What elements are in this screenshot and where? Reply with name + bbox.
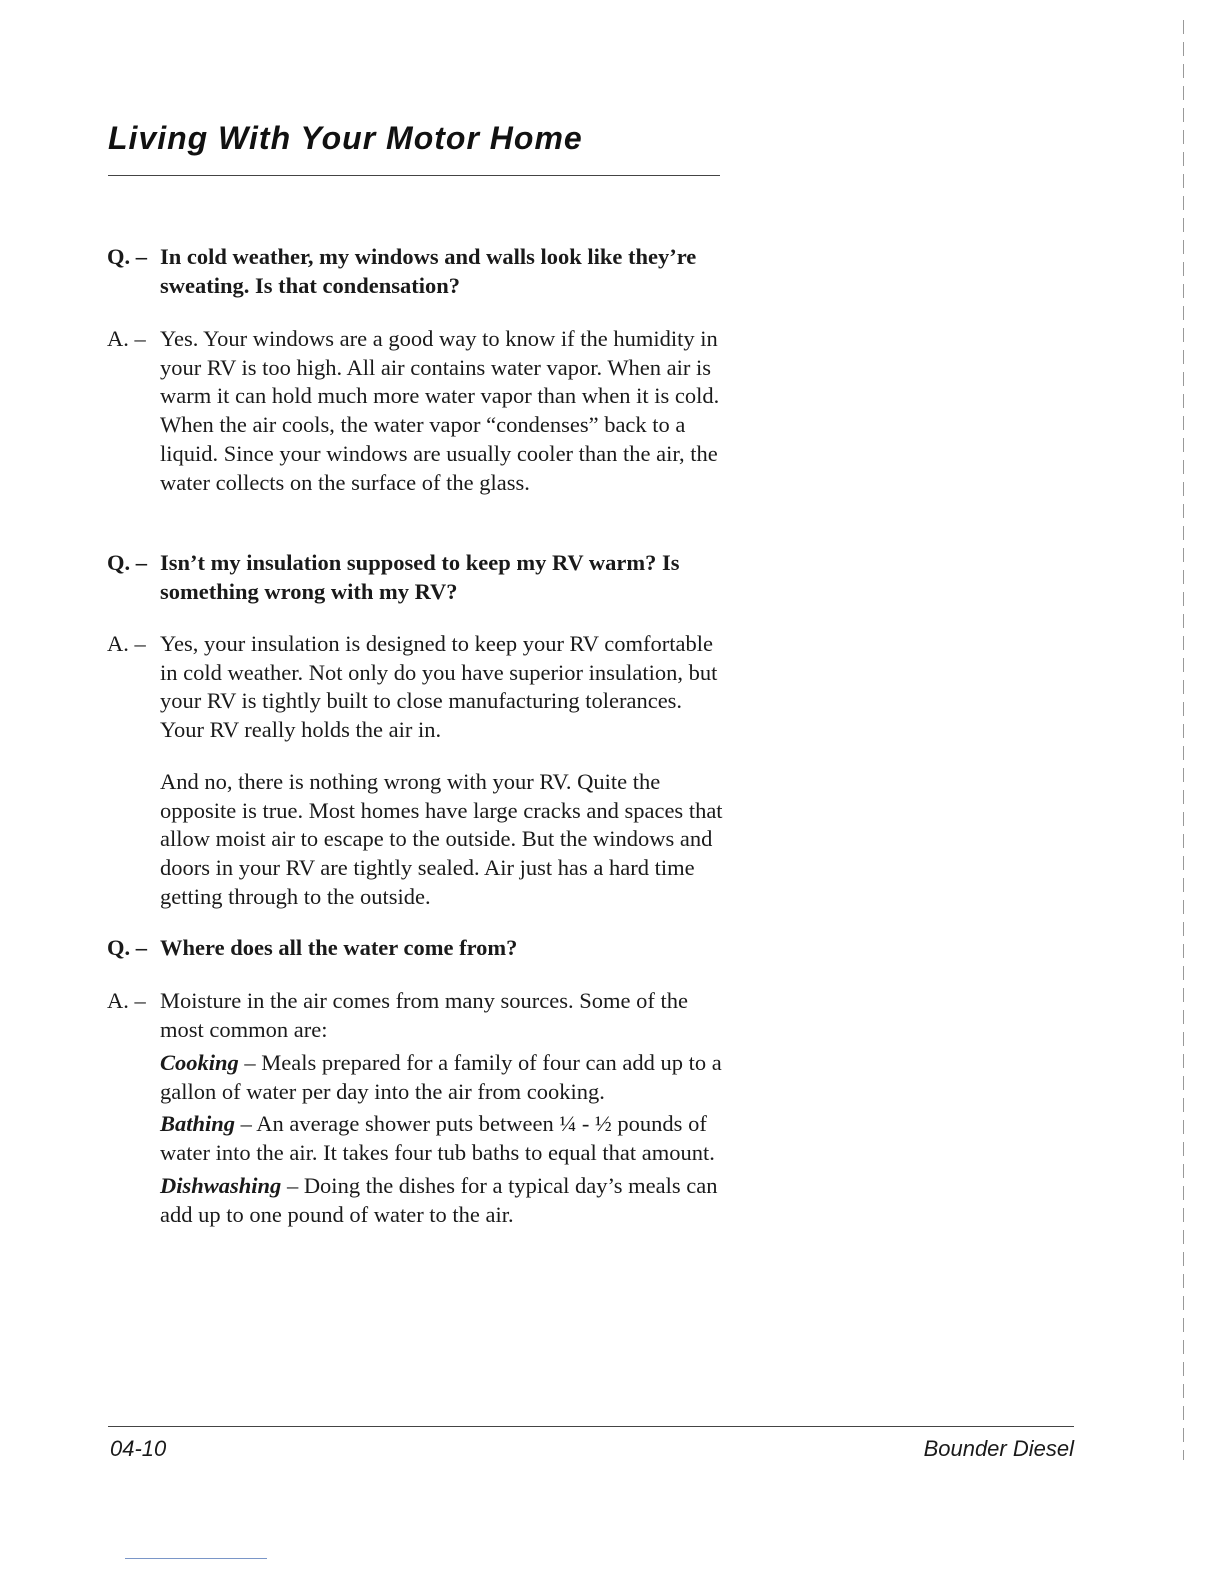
question-1: [107, 243, 747, 300]
header-rule: [108, 175, 720, 176]
list-item-text: – Meals prepared for a family of four can add up to a gallon of water per day into the air from cooking.: [160, 1050, 722, 1104]
answer-text: Yes, your insulation is designed to keep your RV comfortable in cold weather. Not only do you have superior insulation, but your RV is tightly built to close manufacturing tolerances. Your RV really holds the air in.: [160, 631, 718, 743]
answer-2: [107, 630, 747, 745]
moisture-sources-list: [160, 1049, 740, 1233]
footer-title: Bounder Diesel: [923, 1436, 1074, 1461]
question-text: Where does all the water come from?: [160, 935, 518, 960]
footer-rule: [108, 1426, 1074, 1427]
list-item-term: Bathing: [160, 1111, 236, 1137]
question-2: [107, 549, 747, 606]
list-item: [160, 1172, 740, 1229]
list-item-text: – Doing the dishes for a typical day’s meals can add up to one pound of water to the air.: [160, 1172, 718, 1227]
question-label: Q. –: [107, 935, 148, 960]
answer-label: A. –: [107, 326, 146, 351]
answer-2-continued: And no, there is nothing wrong with your RV. Quite the opposite is true. Most homes have large cracks and spaces that allow moist air to escape to the outside. But the windows and doors in your RV are tightly sealed. Air just has a hard time getting through to the outside.: [160, 769, 723, 909]
question-text: Isn’t my insulation supposed to keep my RV warm? Is something wrong with my RV?: [160, 550, 680, 604]
question-text: In cold weather, my windows and walls look like they’re sweating. Is that condensation?: [160, 244, 697, 298]
scan-edge-line: [1183, 20, 1184, 1460]
list-item-text: – An average shower puts between ¼ - ½ pounds of water into the air. It takes four tub baths to equal that amount.: [160, 1111, 715, 1166]
question-3: [107, 934, 747, 963]
question-label: Q. –: [107, 550, 148, 575]
list-item-term: Cooking: [160, 1050, 239, 1075]
list-item-term: Dishwashing: [160, 1172, 282, 1198]
page-number: 04-10: [110, 1436, 167, 1461]
answer-text: Moisture in the air comes from many sources. Some of the most common are:: [160, 988, 689, 1042]
answer-label: A. –: [107, 988, 146, 1013]
page-header-title: Living With Your Motor Home: [108, 120, 583, 156]
list-item: [160, 1110, 740, 1167]
answer-1: [107, 325, 747, 497]
list-item: [160, 1049, 740, 1106]
answer-label: A. –: [107, 631, 146, 656]
question-label: Q. –: [107, 244, 148, 269]
scan-mark: [125, 1558, 267, 1559]
answer-text: Yes. Your windows are a good way to know if the humidity in your RV is too high. All air contains water vapor. When air is warm it can hold much more water vapor than when it is cold. When the air cools, the water vapor “condenses” back to a liquid. Since your windows are usually cooler than the air, the water collects on the surface of the glass.: [160, 326, 720, 495]
answer-3: [107, 987, 747, 1044]
